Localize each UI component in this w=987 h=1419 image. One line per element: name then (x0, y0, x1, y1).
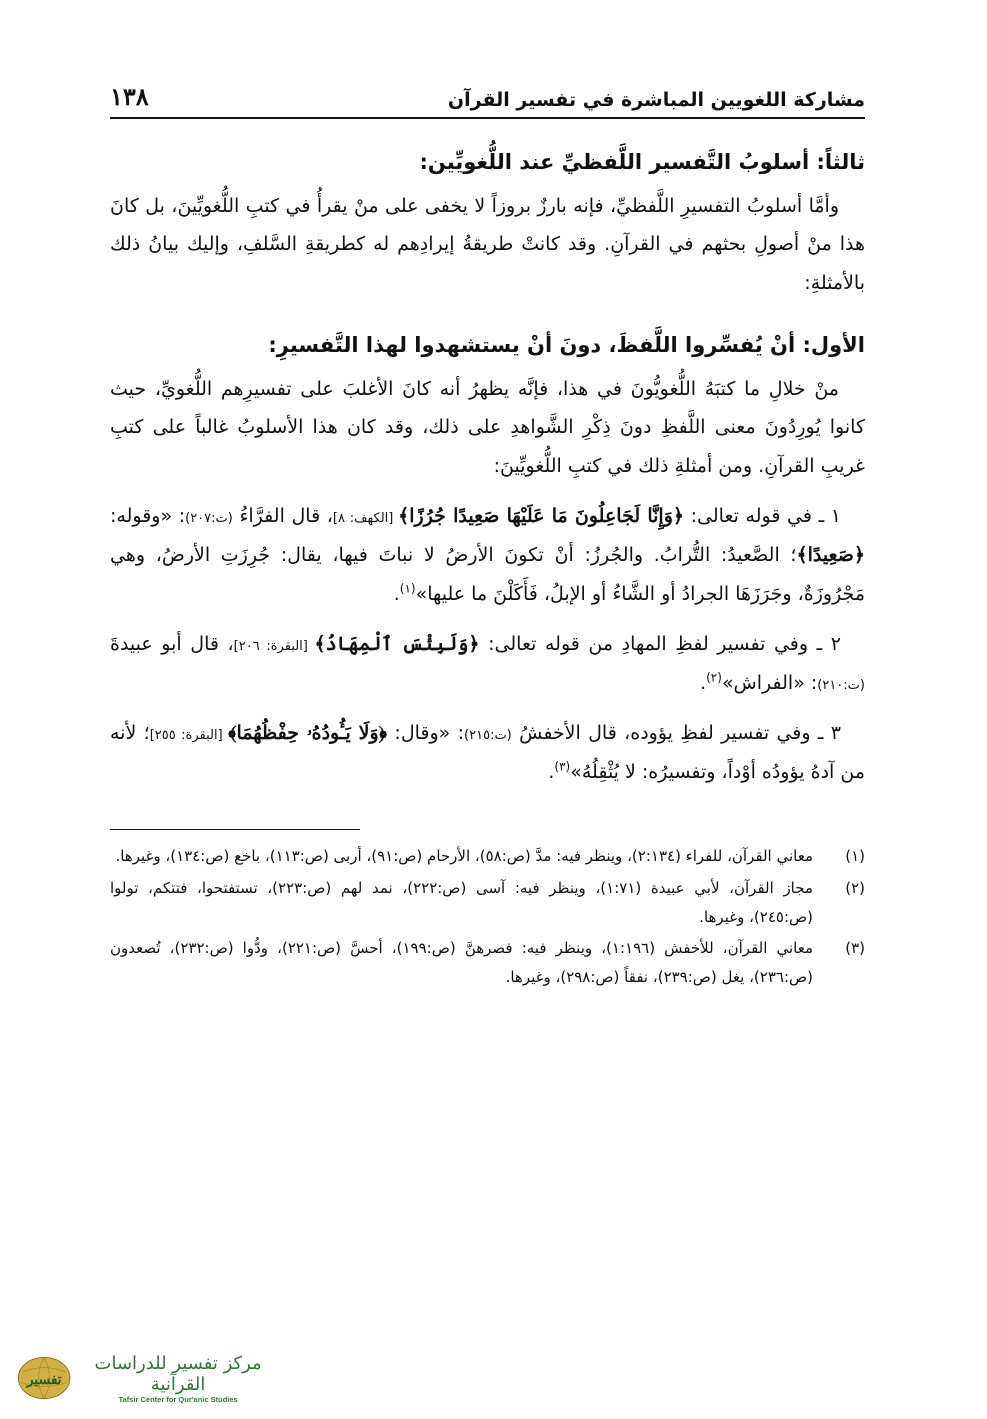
example-text: ، قال أبو عبيدةَ (110, 633, 234, 656)
footnotes (110, 842, 865, 992)
quran-verse: ﴿وَإِنَّا لَجَاعِلُونَ مَا عَلَيْهَا صَعِيدًا جُرُزًا﴾ (398, 505, 684, 528)
example-text: ؛ الصَّعيدُ: التُّرابُ. والجُرزُ: أنْ تكونَ الأرضُ لا نباتَ فيها، يقال: جُرِزَتِ الأرضُ، وهي مَجْرُوزَةٌ، وجَرَزَهَا الجرادُ أو الشَّاءُ أو الإبلُ، فَأَكَلْنَ ما عليها» (110, 543, 865, 605)
footnote-ref[interactable]: (١) (399, 581, 416, 596)
example-lead: ٢ ـ وفي تفسير لفظِ المهادِ من قوله تعالى: (479, 633, 841, 656)
paragraph-2: منْ خلالِ ما كتبَهُ اللُّغويُّونَ في هذا، فإنَّه يظهرُ أنه كانَ الأغلبَ على تفسيرِهم اللُّغويِّ، حيث كانوا يُورِدُونَ معنى اللَّفظِ دونَ ذِكْرِ الشَّواهدِ على ذلك، وقد كان هذا الأسلوبُ غالباً على كتبِ غريبِ القرآنِ. ومن أمثلةِ ذلك في كتبِ اللُّغويِّينَ: (110, 377, 865, 477)
logo-text (80, 1353, 276, 1404)
section-heading: ثالثاً: أسلوبُ التَّفسير اللَّفظيِّ عند اللُّغويِّين: (419, 150, 865, 174)
quran-verse: ﴿وَلَبِئْسَ ٱلْمِهَادُ﴾ (314, 633, 480, 656)
book-page (110, 82, 865, 995)
footnote-number: (١) (845, 847, 865, 866)
quran-verse: ﴿صَعِيدًا﴾ (796, 543, 865, 566)
intro-paragraph: وأمَّا أسلوبُ التفسيرِ اللَّفظيِّ، فإنه بارزٌ بروزاً لا يخفى على منْ يقرأُ في كتبِ اللُّغويِّينَ، بل كانَ هذا منْ أصولِ بحثهم في القرآنِ. وقد كانتْ طريقةُ إيرادِهم له كطريقةِ السَّلفِ، وإليك بيانُ ذلك بالأمثلةِ: (110, 194, 865, 294)
example-lead: ٣ ـ وفي تفسير لفظِ يؤوده، قال الأخفشُ (511, 722, 842, 745)
death-date: (ت:٢٠٧) (185, 511, 233, 527)
punctuation: . (548, 760, 555, 783)
logo-english-name: Tafsir Center for Qur'anic Studies (118, 1394, 238, 1404)
death-date: (ت:٢١٠) (817, 677, 865, 693)
example-text: : «وقال: (387, 722, 465, 745)
example-text: ، قال الفرَّاءُ (232, 505, 333, 528)
footnote-text: معاني القرآن، للأخفش (١:١٩٦)، وينظر فيه: فصرهنَّ (ص:١٩٩)، أحسَّ (ص:٢٢١)، ودُّوا (ص:٢٣٢)، تُصعدون (ص:٢٣٦)، يغل (ص:٢٣٩)، نفقاً (ص:٢٩٨)، وغيرها. (110, 939, 814, 987)
verse-reference: [البقرة: ٢٥٥] (149, 728, 229, 744)
example-1 (110, 497, 865, 613)
footnote-3 (110, 934, 865, 993)
footnote-number: (٣) (845, 939, 865, 958)
globe-emblem-icon (14, 1349, 74, 1407)
example-2 (110, 625, 865, 702)
footnote-text: مجاز القرآن، لأبي عبيدة (١:٧١)، وينظر فيه: آسى (ص:٢٢٢)، نمد لهم (ص:٢٢٣)، تستفتحوا، فتتكم، تولوا (ص:٢٤٥)، وغيرها. (110, 878, 813, 926)
footnote-2 (110, 874, 865, 933)
example-text: : «وقوله: (110, 505, 186, 528)
example-text: : «الفراش» (721, 671, 818, 694)
verse-reference: [البقرة: ٢٠٦] (233, 639, 315, 655)
footnote-number: (٢) (845, 878, 865, 897)
page-number: ١٣٨ (110, 82, 149, 111)
footnote-1 (110, 842, 865, 871)
footnote-divider (110, 829, 360, 830)
footnote-text: معاني القرآن، للفراء (٢:١٣٤)، وينظر فيه: مدَّ (ص:٥٨)، الأرحام (ص:٩١)، أربى (ص:١١٣)، باخع (ص:١٣٤)، وغيرها. (115, 847, 813, 866)
death-date: (ت:٢١٥) (464, 728, 512, 744)
example-text: ؛ لأنه من آدهُ يؤودُه أوْداً، وتفسيرُه: لا يُثْقِلُهُ» (110, 722, 865, 783)
tafsir-center-logo (14, 1349, 276, 1407)
footnote-ref[interactable]: (٢) (706, 670, 722, 685)
footnote-divider-wrap (110, 801, 865, 842)
running-title: مشاركة اللغويين المباشرة في تفسير القرآن (447, 89, 865, 111)
verse-reference: [الكهف: ٨] (332, 511, 399, 527)
logo-emblem-text: تفسير (26, 1372, 62, 1389)
running-header (110, 82, 865, 119)
punctuation: . (700, 671, 707, 694)
footnote-ref[interactable]: (٣) (554, 759, 571, 774)
subheading: الأول: أنْ يُفسِّروا اللَّفظَ، دونَ أنْ يستشهدوا لهذا التَّفسيرِ: (268, 333, 865, 358)
punctuation: . (393, 582, 400, 605)
logo-arabic-name: مركز تفسير للدراسات القرآنية (94, 1352, 262, 1395)
example-3 (110, 714, 865, 791)
example-lead: ١ ـ في قوله تعالى: (684, 505, 841, 528)
quran-verse: ﴿وَلَا يَـُٔودُهُۥ حِفْظُهُمَا﴾ (228, 722, 388, 745)
